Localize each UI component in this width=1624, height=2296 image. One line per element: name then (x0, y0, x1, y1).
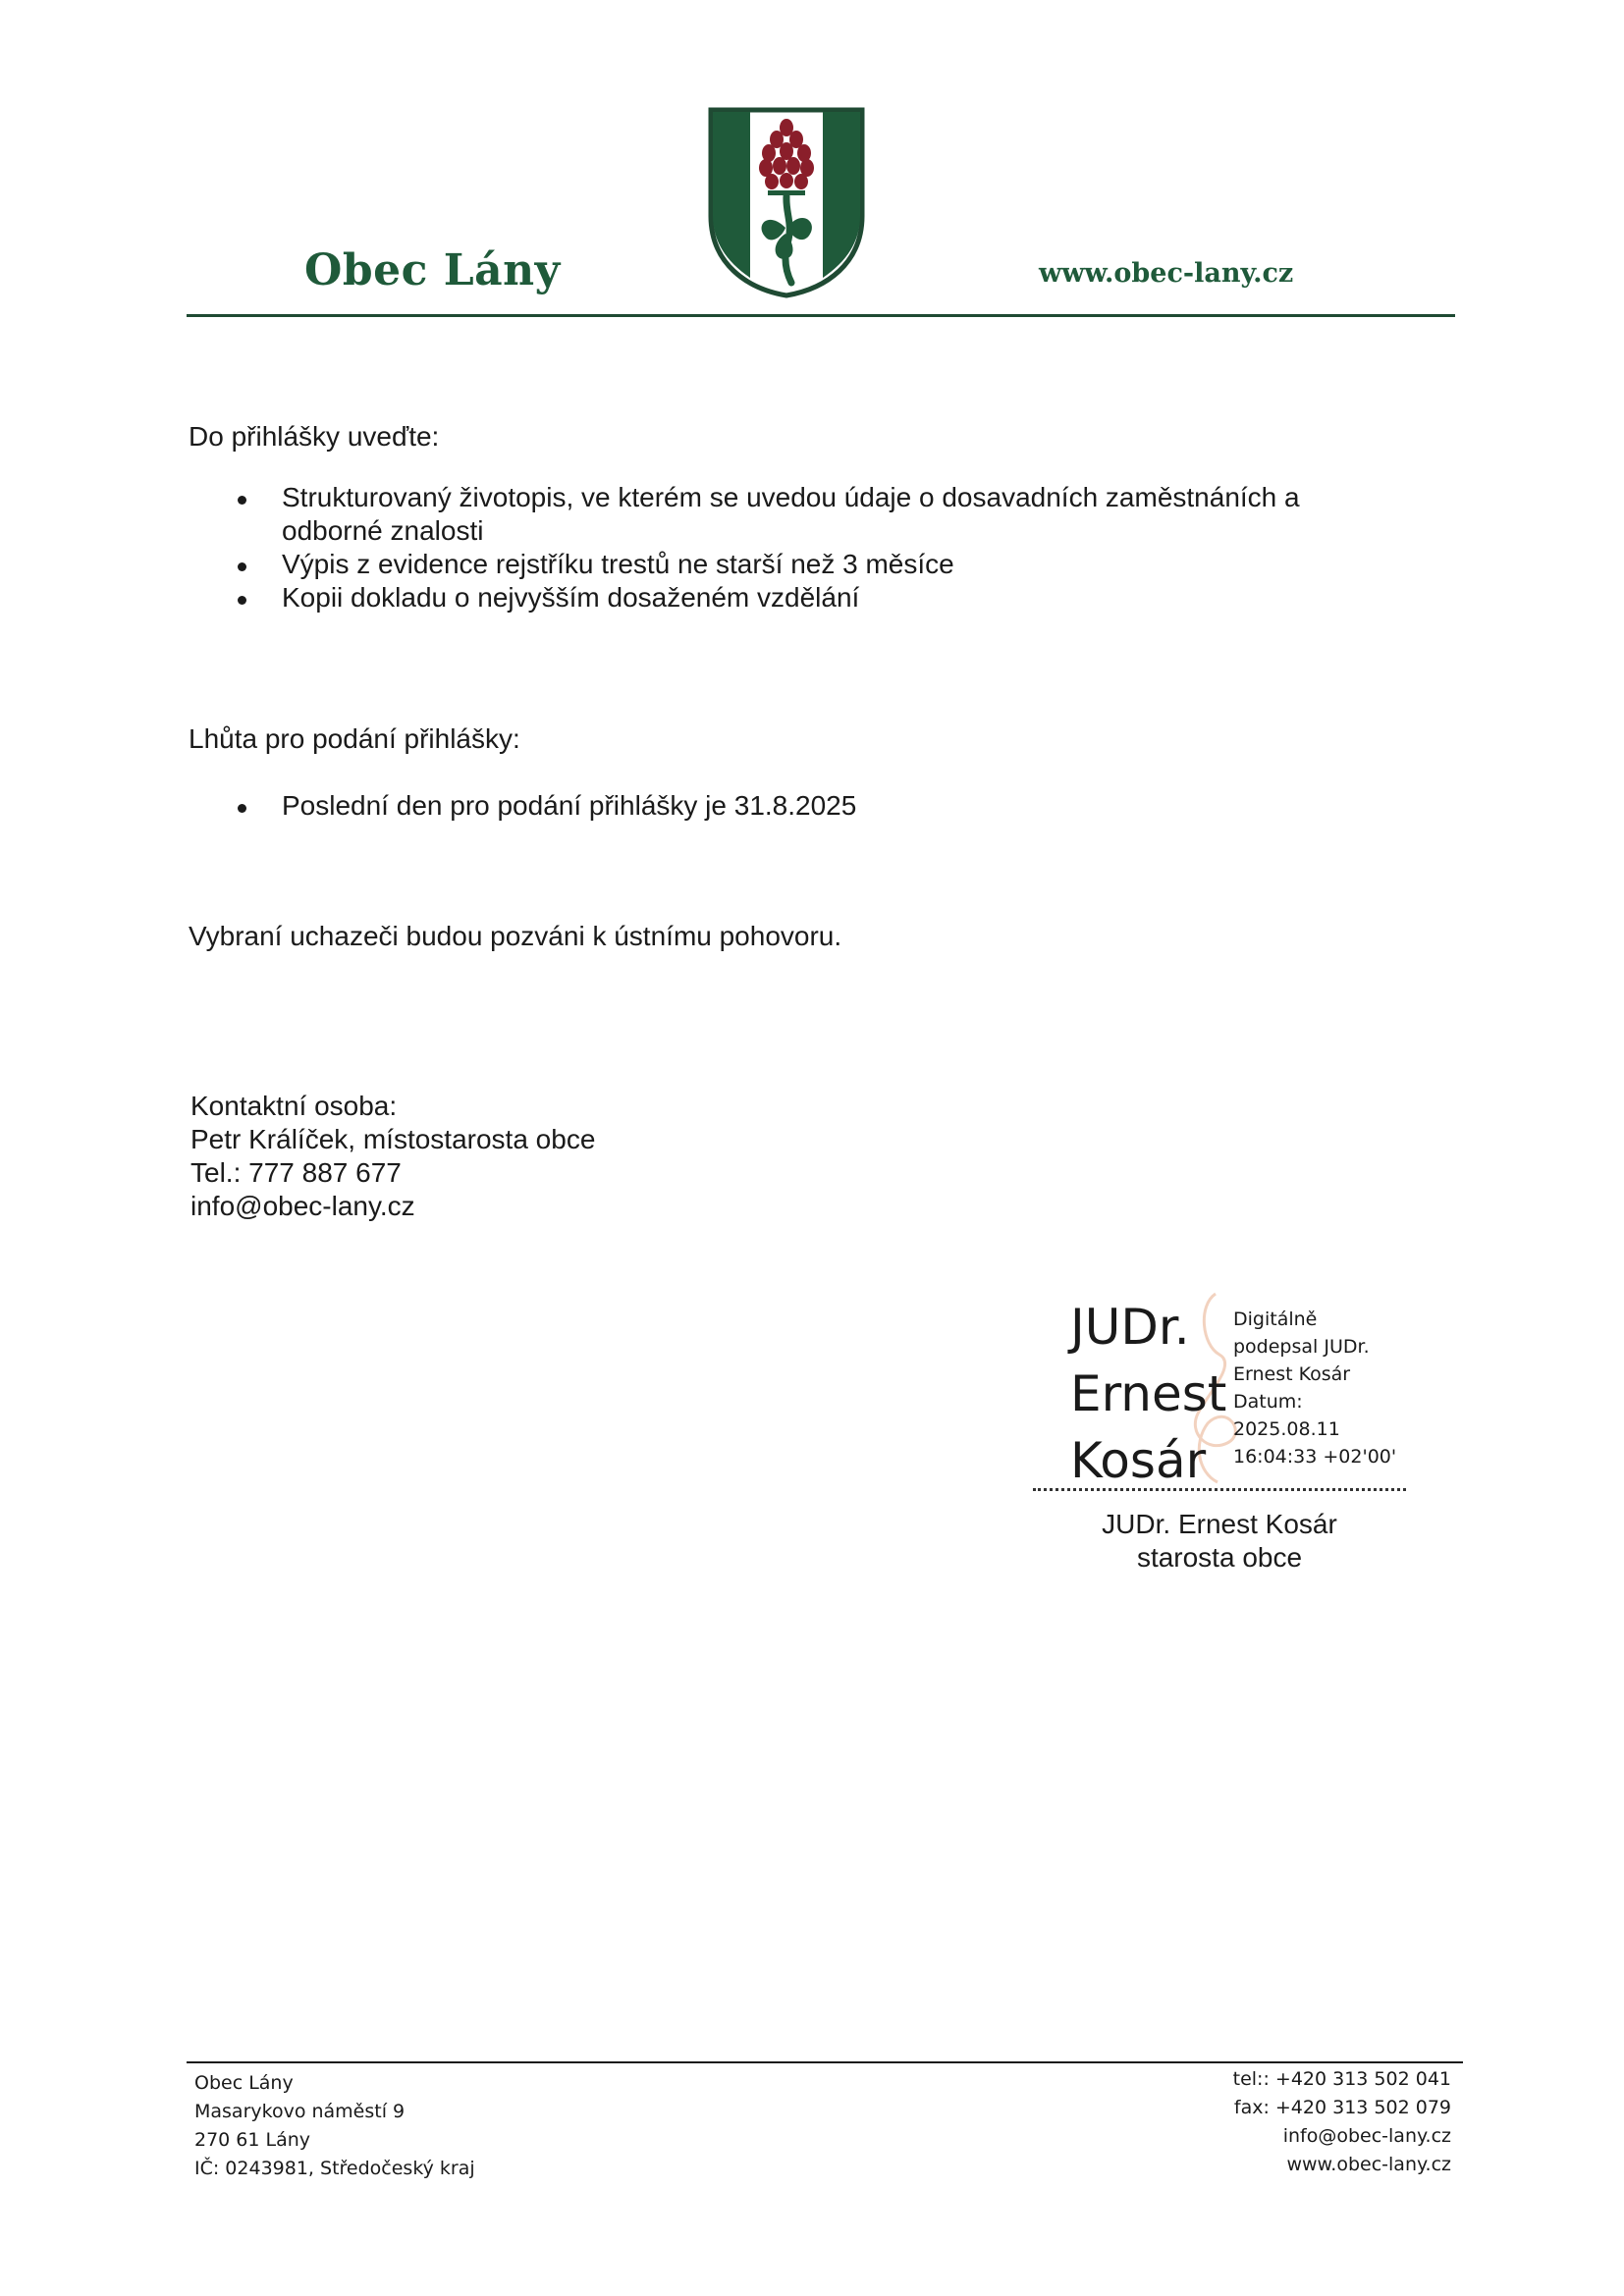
signature-meta-line: Datum: (1233, 1391, 1303, 1413)
signatory (1033, 1508, 1406, 1575)
website-link[interactable]: www.obec-lany.cz (1039, 258, 1294, 289)
list-item: Poslední den pro podání přihlášky je 31.8.2025 (282, 789, 1401, 823)
deadline-list (282, 789, 1401, 823)
footer-email[interactable]: info@obec-lany.cz (1282, 2125, 1451, 2147)
org-name: Obec Lány (304, 245, 561, 295)
signatory-title: starosta obce (1136, 1542, 1303, 1573)
footer-phone: tel:: +420 313 502 041 (1232, 2068, 1451, 2090)
application-heading: Do přihlášky uveďte: (189, 421, 440, 452)
signature-meta-line: 16:04:33 +02'00' (1233, 1446, 1397, 1468)
signature-name-line: JUDr. (1070, 1299, 1190, 1356)
signature-meta-line: Digitálně (1233, 1308, 1318, 1330)
deadline-heading: Lhůta pro podání přihlášky: (189, 723, 520, 754)
footer-address (194, 2069, 475, 2183)
signatory-name: JUDr. Ernest Kosár (1102, 1509, 1337, 1539)
footer-line: IČ: 0243981, Středočeský kraj (194, 2158, 475, 2179)
signature-name-line: Kosár (1070, 1432, 1207, 1489)
list-item: Strukturovaný životopis, ve kterém se uvedou údaje o dosavadních zaměstnáních a odborné znalosti (282, 481, 1401, 548)
signature-metadata (1233, 1306, 1396, 1470)
contact-block (190, 1090, 595, 1223)
crest-icon (707, 106, 866, 298)
application-list (282, 481, 1401, 614)
signature-name (1070, 1294, 1226, 1494)
contact-phone: Tel.: 777 887 677 (190, 1157, 402, 1188)
interview-note: Vybraní uchazeči budou pozváni k ústnímu pohovoru. (189, 921, 842, 951)
list-item: Výpis z evidence rejstříku trestů ne starší než 3 měsíce (282, 548, 1401, 581)
footer-line: 270 61 Lány (194, 2129, 311, 2151)
signature-name-line: Ernest (1070, 1365, 1227, 1422)
footer-divider (187, 2061, 1463, 2063)
contact-email[interactable]: info@obec-lany.cz (190, 1191, 415, 1221)
footer-line: Masarykovo náměstí 9 (194, 2101, 406, 2122)
footer-line: Obec Lány (194, 2072, 294, 2094)
signature-meta-line: 2025.08.11 (1233, 1418, 1340, 1440)
signature-meta-line: podepsal JUDr. (1233, 1336, 1370, 1358)
header-divider (187, 314, 1455, 317)
list-item: Kopii dokladu o nejvyšším dosaženém vzdělání (282, 581, 1401, 614)
footer-contact (1233, 2065, 1451, 2179)
signature-dotted-line (1033, 1488, 1406, 1491)
footer-fax: fax: +420 313 502 079 (1233, 2097, 1451, 2118)
contact-label: Kontaktní osoba: (190, 1091, 398, 1121)
contact-person: Petr Králíček, místostarosta obce (190, 1124, 596, 1154)
signature-meta-line: Ernest Kosár (1233, 1363, 1351, 1385)
footer-website[interactable]: www.obec-lany.cz (1286, 2154, 1451, 2175)
